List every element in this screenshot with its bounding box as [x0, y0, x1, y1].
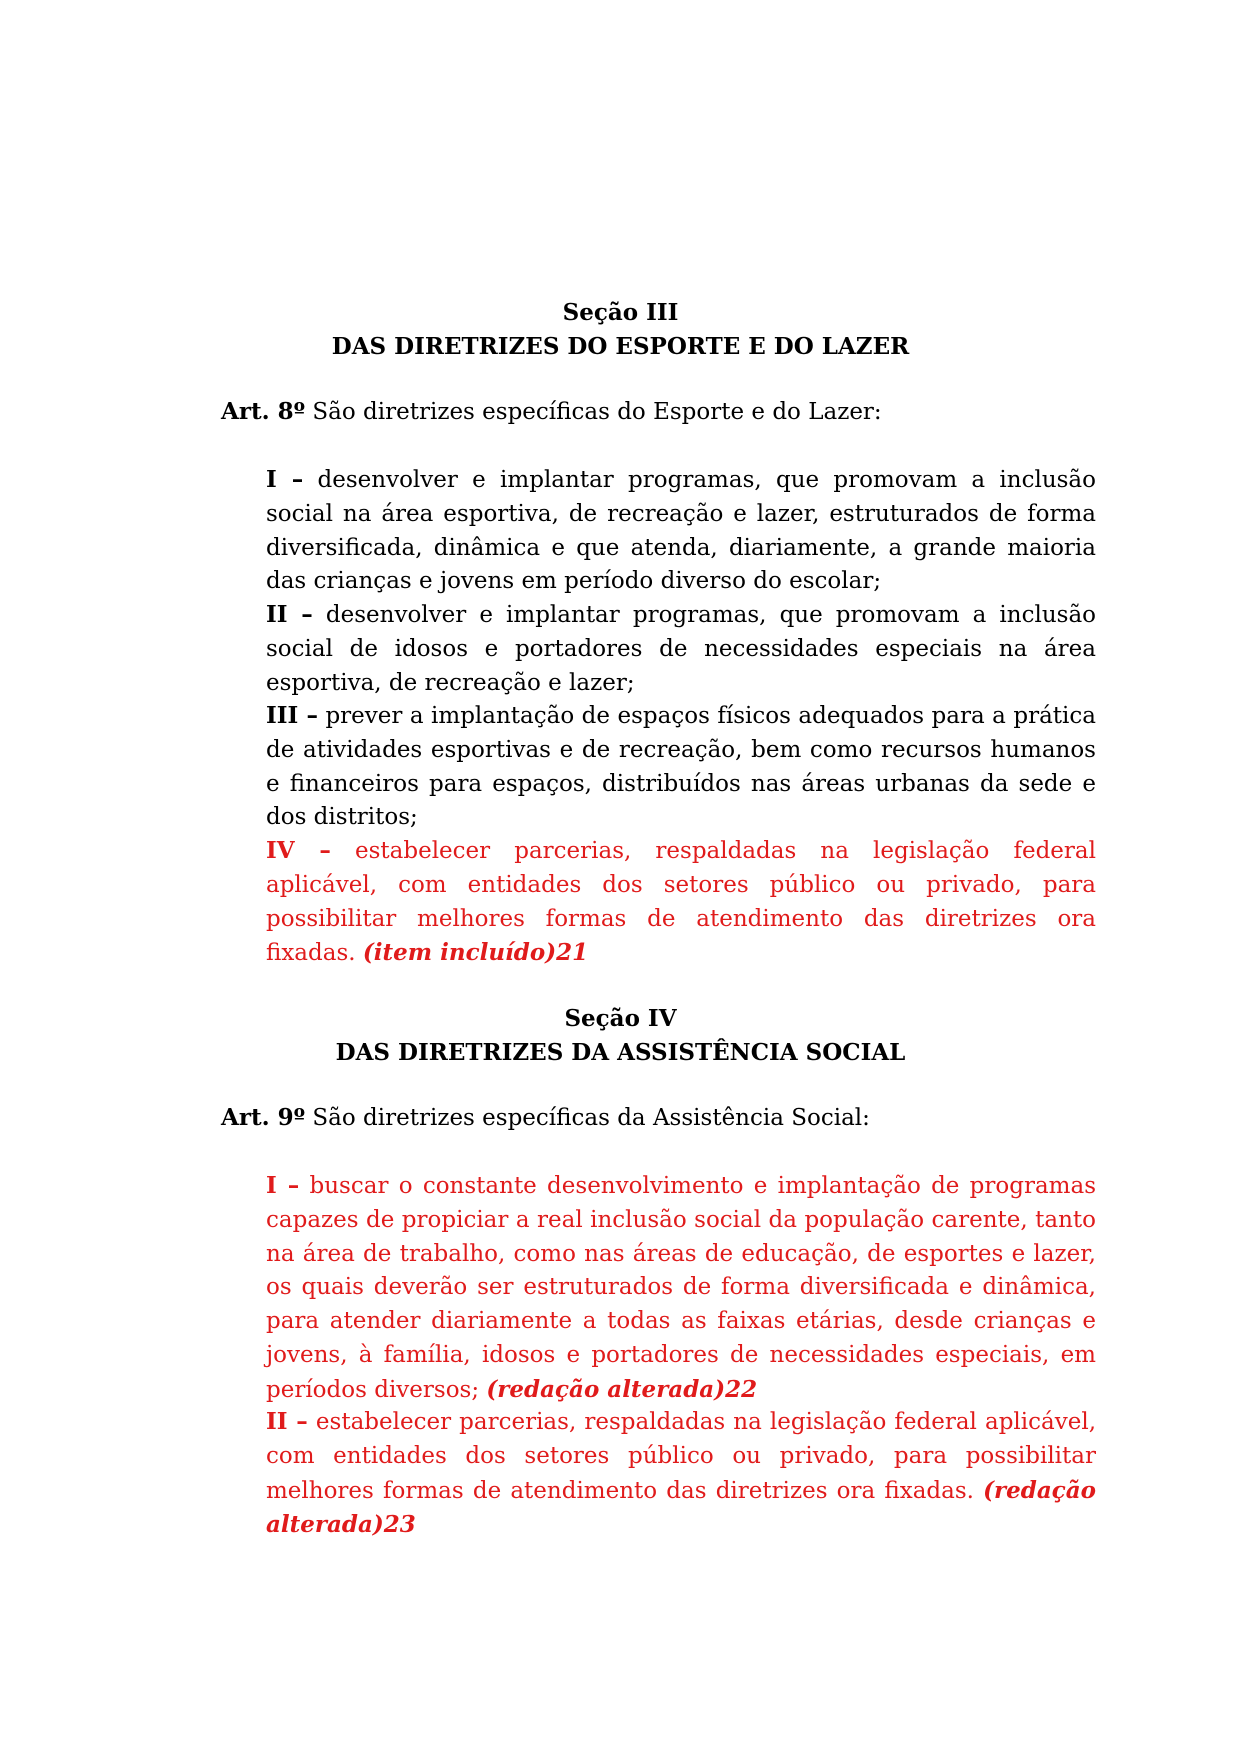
article-9-item-i	[266, 1169, 1096, 1408]
article-8-item-iv	[266, 834, 1096, 971]
item-number: IV –	[266, 837, 331, 864]
item-number: I –	[266, 1172, 300, 1199]
article-8-item-iii	[266, 699, 1096, 835]
item-text: estabelecer parcerias, respaldadas na legislação federal aplicável, com entidades dos setores público ou privado, para possibilitar melhores formas de atendimento das diretrizes ora fixadas.	[266, 838, 1096, 967]
item-number: II –	[266, 1408, 308, 1435]
item-text: desenvolver e implantar programas, que promovam a inclusão social de idosos e portadores de necessidades especiais na área esportiva, de recreação e lazer;	[266, 602, 1097, 696]
section-iv-subtitle: DAS DIRETRIZES DA ASSISTÊNCIA SOCIAL	[335, 1039, 906, 1066]
article-8-heading	[221, 395, 1101, 429]
item-number: I –	[266, 466, 304, 493]
article-9-item-ii	[266, 1405, 1096, 1543]
item-number: II –	[266, 601, 313, 628]
article-8-item-ii	[266, 598, 1096, 700]
article-9-label: Art. 9º	[221, 1104, 306, 1131]
article-8-item-i	[266, 463, 1096, 599]
item-text: buscar o constante desenvolvimento e implantação de programas capazes de propiciar a real inclusão social da população carente, tanto na área de trabalho, como nas áreas de educação, de esportes e lazer, os quais deverão ser estruturados de forma diversificada e dinâmica, para atender diariamente a todas as faixas etárias, desde crianças e jovens, à família, idosos e portadores de necessidades especiais, em períodos diversos;	[266, 1173, 1096, 1403]
article-9-heading	[221, 1101, 1101, 1135]
section-iii-subtitle: DAS DIRETRIZES DO ESPORTE E DO LAZER	[331, 333, 910, 360]
amendment-note: (redação alterada)22	[486, 1375, 758, 1403]
amendment-note: (item incluído)21	[362, 939, 589, 967]
article-8-text: São diretrizes específicas do Esporte e do Lazer:	[312, 399, 882, 425]
item-text: prever a implantação de espaços físicos adequados para a prática de atividades esportivas e de recreação, bem como recursos humanos e financeiros para espaços, distribuídos nas áreas urbanas da sede e dos distritos;	[266, 703, 1096, 831]
amendment-note: (redação alterada)23	[266, 1476, 1097, 1539]
section-iii-title: Seção III	[562, 299, 679, 326]
item-text: desenvolver e implantar programas, que promovam a inclusão social na área esportiva, de recreação e lazer, estruturados de forma diversificada, dinâmica e que atenda, diariamente, a grande maioria das crianças e jovens em período diverso do escolar;	[266, 467, 1096, 595]
item-number: III –	[266, 702, 318, 729]
article-8-label: Art. 8º	[221, 398, 306, 425]
section-iv-title: Seção IV	[564, 1005, 677, 1032]
article-9-text: São diretrizes específicas da Assistência Social:	[312, 1105, 870, 1131]
item-text: estabelecer parcerias, respaldadas na legislação federal aplicável, com entidades dos setores público ou privado, para possibilitar melhores formas de atendimento das diretrizes ora fixadas.	[266, 1409, 1097, 1504]
